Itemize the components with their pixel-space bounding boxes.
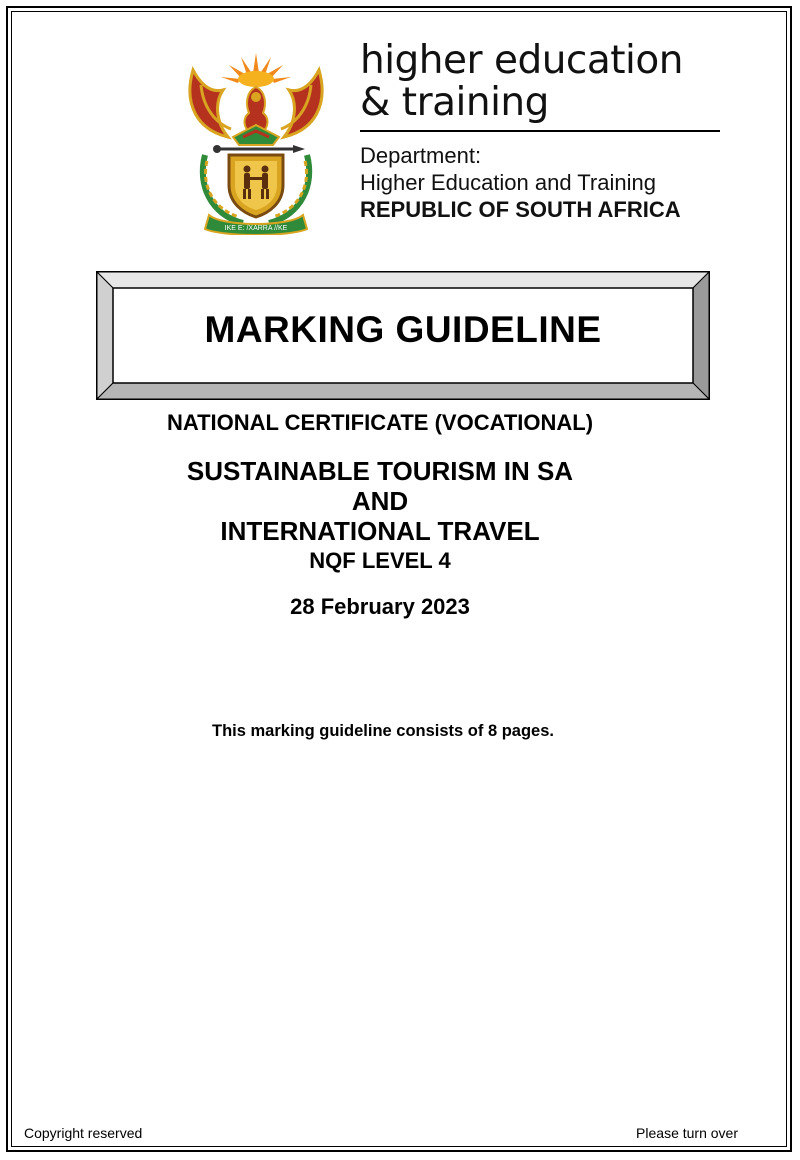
dept-label: Department:: [360, 143, 482, 168]
subject-line-3: INTERNATIONAL TRAVEL: [220, 516, 540, 546]
certificate-name: NATIONAL CERTIFICATE (VOCATIONAL): [166, 410, 594, 435]
subject-line-2: AND: [351, 486, 409, 516]
dept-title-line2: & training: [360, 80, 549, 125]
dept-title-line1: higher education: [360, 38, 683, 83]
dept-divider: [360, 130, 720, 132]
footer-turn-over: Please turn over: [636, 1125, 738, 1141]
document-title: MARKING GUIDELINE: [204, 309, 602, 350]
subject-title: [0, 456, 760, 546]
page-count-note: This marking guideline consists of 8 pages.: [212, 722, 554, 740]
coat-of-arms-logo: [183, 45, 329, 235]
title-text-wrapper: [96, 271, 710, 400]
exam-date: 28 February 2023: [290, 594, 470, 619]
crest-motto: IKE E: /XARRA //KE: [224, 225, 288, 232]
nqf-level: NQF LEVEL 4: [309, 548, 451, 573]
footer-copyright: Copyright reserved: [24, 1125, 143, 1141]
dept-name: Higher Education and Training: [360, 170, 656, 195]
subject-line-1: SUSTAINABLE TOURISM IN SA: [186, 456, 574, 486]
department-header: [360, 40, 730, 223]
dept-country: REPUBLIC OF SOUTH AFRICA: [360, 197, 681, 222]
